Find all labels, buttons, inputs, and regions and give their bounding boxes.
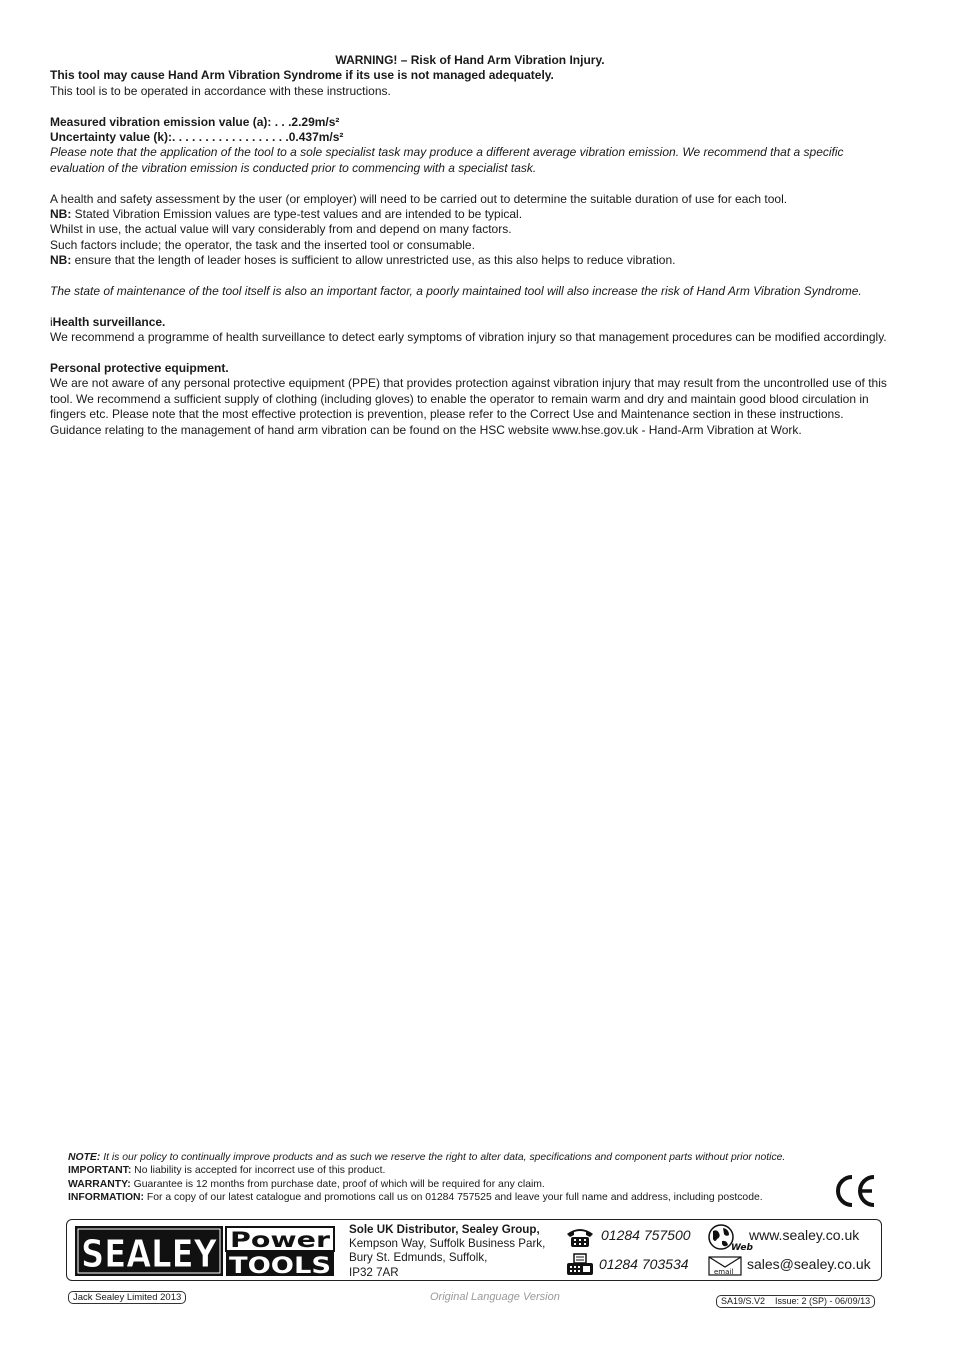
warranty-text: Guarantee is 12 months from purchase date, proof of which will be required for any claim. xyxy=(130,1178,545,1190)
sealey-logo xyxy=(75,1226,223,1276)
distributor-address xyxy=(349,1223,564,1280)
specialist-note: Please note that the application of the tool to a sole specialist task may produce a different average vibration emission. We recommend that a specific evaluation of the vibration emission is conducted prior to commencing with a specialist task. xyxy=(50,145,844,175)
note-text: It is our policy to continually improve products and as such we reserve the right to alter data, specifications and component parts without prior notice. xyxy=(100,1152,786,1163)
measured-value: Measured vibration emission value (a): . . .2.29m/s² xyxy=(50,114,340,129)
address-line-1: Kempson Way, Suffolk Business Park, xyxy=(349,1237,546,1251)
health-text: We recommend a programme of health surveillance to detect early symptoms of vibration injury so that management procedures can be modified accordingly. xyxy=(50,330,887,345)
health-prefix: i xyxy=(50,314,53,329)
important-label: IMPORTANT: xyxy=(68,1165,132,1177)
warranty-label: WARRANTY: xyxy=(68,1178,131,1190)
note-label: NOTE: xyxy=(68,1152,101,1163)
tools-text: TOOLS xyxy=(229,1254,331,1279)
website-link[interactable]: www.sealey.co.uk xyxy=(749,1227,860,1243)
nb-label: NB: xyxy=(50,207,72,222)
nb1-text: Stated Vibration Emission values are type-test values and are intended to be typical. xyxy=(71,207,523,222)
health-heading xyxy=(50,315,890,330)
whilst-text: Whilst in use, the actual value will vary considerably from and depend on many factors. xyxy=(50,222,512,237)
information-label: INFORMATION: xyxy=(68,1192,144,1204)
information-line xyxy=(68,1191,868,1204)
assessment-text: A health and safety assessment by the user (or employer) will need to be carried out to determine the suitable duration of use for each tool. xyxy=(50,191,788,206)
nb-label: NB: xyxy=(50,253,72,268)
fax-number: 01284 703534 xyxy=(599,1256,689,1272)
fax-icon xyxy=(565,1253,595,1277)
uncertainty-value: Uncertainty value (k):. . . . . . . . . . . . . . . . . .0.437m/s² xyxy=(50,130,344,145)
operate-line: This tool is to be operated in accordance with these instructions. xyxy=(50,83,391,98)
information-text: For a copy of our latest catalogue and promotions call us on 01284 757525 and leave your full name and address, including postcode. xyxy=(144,1192,763,1204)
telephone-number[interactable]: 01284 757500 xyxy=(601,1227,691,1243)
nb-line-2 xyxy=(50,253,890,268)
address-line-3: IP32 7AR xyxy=(349,1265,399,1279)
email-icon-label: email xyxy=(714,1268,734,1276)
maintenance-note: The state of maintenance of the tool itself is also an important factor, a poorly maintained tool will also increase the risk of Hand Arm Vibration Syndrome. xyxy=(50,284,862,299)
nb-line-1 xyxy=(50,207,890,222)
power-tools-logo xyxy=(225,1226,335,1279)
globe-icon xyxy=(707,1223,753,1253)
distributor-title: Sole UK Distributor, Sealey Group, xyxy=(349,1223,540,1236)
email-link[interactable]: sales@sealey.co.uk xyxy=(747,1256,871,1272)
telephone-icon xyxy=(565,1226,595,1248)
power-text: Power xyxy=(230,1228,331,1252)
document-reference: SA19/S.V2 Issue: 2 (SP) - 06/09/13 xyxy=(716,1295,875,1308)
ppe-heading: Personal protective equipment. xyxy=(50,361,229,376)
important-line xyxy=(68,1164,868,1177)
main-content xyxy=(50,53,890,438)
warranty-line xyxy=(68,1178,868,1191)
language-version: Original Language Version xyxy=(430,1291,560,1303)
envelope-icon xyxy=(708,1256,742,1276)
ce-mark-icon xyxy=(832,1174,878,1208)
nb2-text: ensure that the length of leader hoses is sufficient to allow unrestricted use, as this also helps to reduce vibration. xyxy=(71,253,676,268)
warning-title: WARNING! – Risk of Hand Arm Vibration Injury. xyxy=(335,53,605,67)
health-heading-text: Health surveillance. xyxy=(52,314,166,329)
important-text: No liability is accepted for incorrect use of this product. xyxy=(131,1165,386,1177)
footer-contact-box xyxy=(66,1219,882,1281)
sealey-logo-text: SEALEY xyxy=(81,1232,218,1276)
factors-text: Such factors include; the operator, the task and the inserted tool or consumable. xyxy=(50,237,475,252)
address-line-2: Bury St. Edmunds, Suffolk, xyxy=(349,1251,488,1265)
guidance-text: Guidance relating to the management of hand arm vibration can be found on the HSC website www.hse.gov.uk - Hand-Arm Vibration at Work. xyxy=(50,422,802,437)
warning-line: This tool may cause Hand Arm Vibration Syndrome if its use is not managed adequately. xyxy=(50,68,554,83)
web-icon-label: Web xyxy=(731,1243,753,1253)
footer-notes xyxy=(68,1151,868,1205)
note-line xyxy=(68,1151,868,1164)
copyright-badge: Jack Sealey Limited 2013 xyxy=(68,1291,186,1304)
ppe-text: We are not aware of any personal protective equipment (PPE) that provides protection against vibration injury that may result from the uncontrolled use of this tool. We recommend a sufficient supply of clothing (including gloves) to enable the operator to remain warm and dry and maintain good blood circulation in fingers etc. Please note that the most effective protection is prevention, please refer to the Correct Use and Maintenance section in these instructions. xyxy=(50,376,887,422)
